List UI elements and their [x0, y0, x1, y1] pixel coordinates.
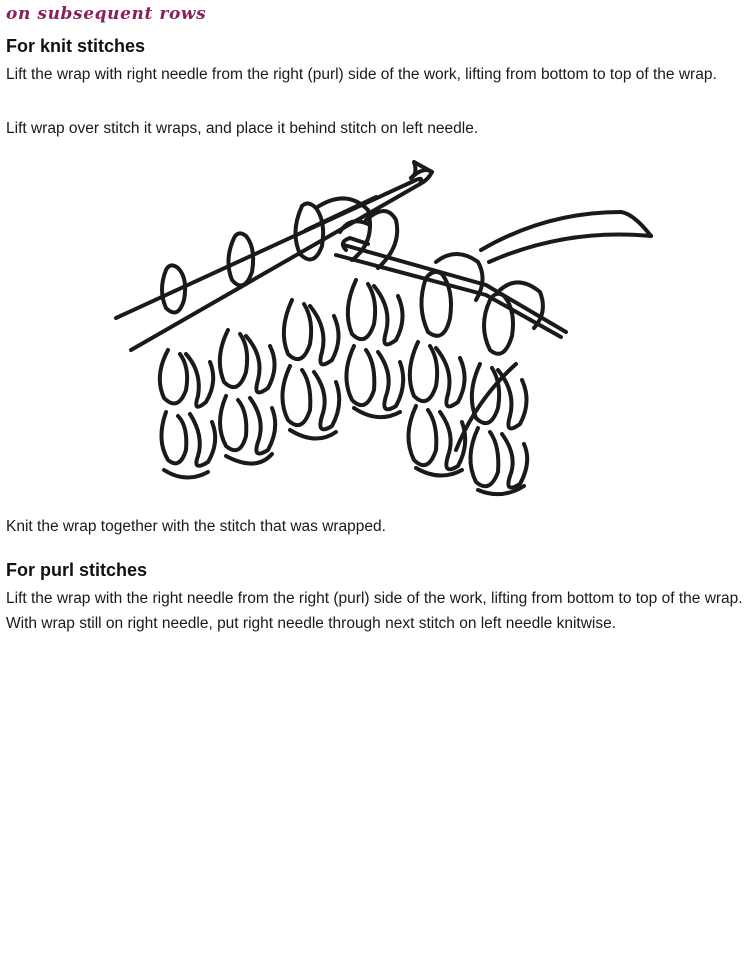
working-yarn: [481, 212, 651, 262]
section-subheading: on subsequent rows: [6, 4, 207, 24]
knit-fabric: [160, 280, 527, 494]
knit-step-3-text: Knit the wrap together with the stitch that was wrapped.: [6, 518, 386, 535]
knitting-wrap-illustration: [106, 150, 666, 500]
purl-stitches-heading: For purl stitches: [6, 560, 148, 580]
knit-step-1-text: Lift the wrap with right needle from the right (purl) side of the work, lifting from bottom to top of the wrap.: [6, 66, 717, 83]
stitches-on-right-needle: [421, 254, 542, 354]
purl-step-1-text: Lift the wrap with the right needle from the right (purl) side of the work, lifting from bottom to top of the wrap. With wrap still on right needle, put right needle through next stitch on left needle knitwise.: [6, 590, 743, 632]
knit-stitches-heading: For knit stitches: [6, 36, 146, 56]
knit-step-2-text: Lift wrap over stitch it wraps, and place it behind stitch on left needle.: [6, 120, 479, 137]
